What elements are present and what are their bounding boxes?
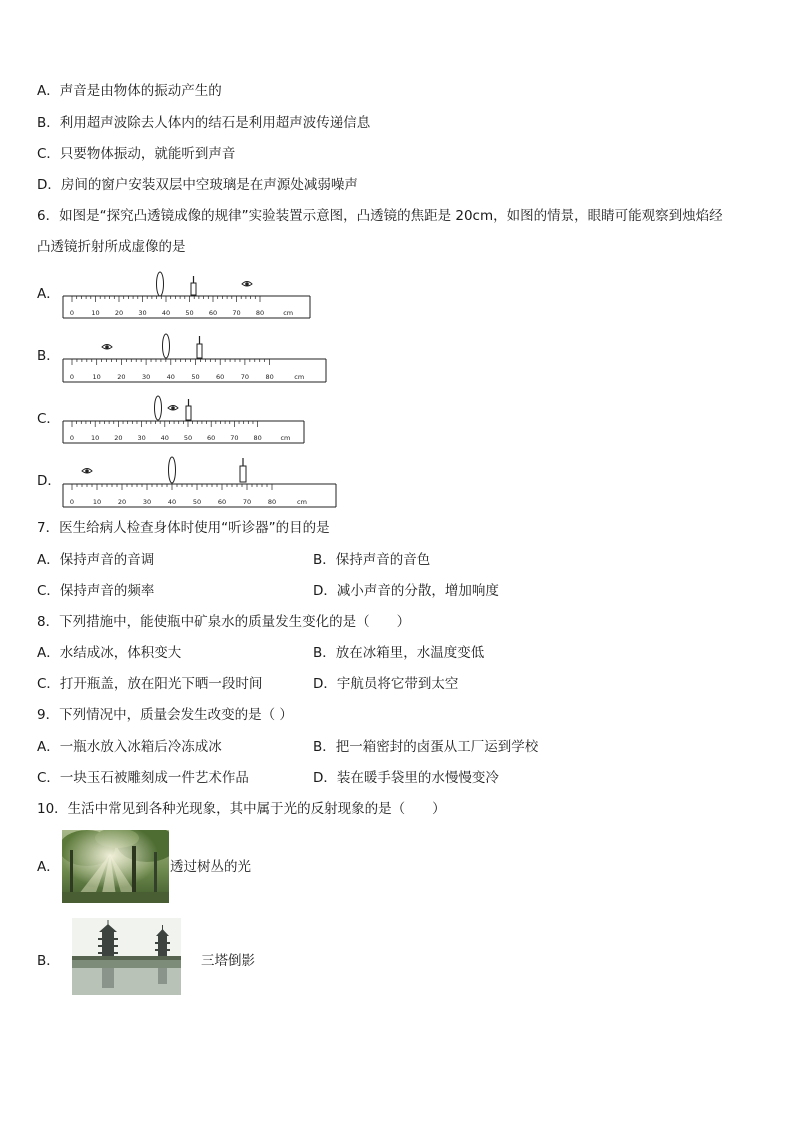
ruler-tick-label: 0	[69, 498, 75, 506]
ruler-tick-label: 70	[242, 498, 252, 506]
candle-icon	[240, 466, 246, 482]
q5-option-b: B．利用超声波除去人体内的结石是利用超声波传递信息	[37, 115, 371, 131]
q6-diagram-b	[62, 330, 328, 384]
q10-label-b: B．	[37, 953, 60, 969]
ruler-tick-label: 80	[267, 498, 277, 506]
q6-diagram-a	[62, 268, 312, 320]
q10-caption-a: 透过树丛的光	[170, 859, 251, 875]
q7-option-c: C．保持声音的频率	[37, 583, 155, 599]
eye-icon	[242, 282, 252, 287]
q6-diagram-d	[62, 454, 338, 510]
ruler-unit-label: cm	[280, 434, 291, 442]
ruler-tick-label: 20	[117, 373, 126, 381]
convex-lens-icon	[157, 272, 164, 296]
ruler-tick-label: 70	[240, 373, 250, 381]
q10-caption-b: 三塔倒影	[201, 953, 255, 969]
eye-icon	[82, 469, 92, 474]
ruler-tick-label: 60	[208, 309, 218, 317]
ruler-tick-label: 40	[161, 309, 171, 317]
ruler-tick-label: 60	[217, 498, 227, 506]
ruler-tick-label: 50	[185, 309, 194, 317]
candle-icon	[186, 406, 191, 420]
candle-icon	[191, 283, 196, 295]
q9-stem: 9．下列情况中，质量会发生改变的是（ ）	[37, 707, 293, 723]
q7-stem: 7．医生给病人检查身体时使用“听诊器”的目的是	[37, 520, 330, 536]
convex-lens-icon	[163, 334, 170, 358]
q8-option-b: B．放在冰箱里，水温度变低	[313, 645, 485, 661]
ruler-tick-label: 20	[114, 434, 123, 442]
ruler-tick-label: 30	[142, 498, 152, 506]
ruler-tick-label: 60	[207, 434, 216, 442]
eye-icon	[102, 345, 112, 350]
convex-lens-icon	[155, 396, 162, 420]
ruler-tick-label: 70	[232, 309, 241, 317]
ruler-tick-label: 40	[160, 434, 169, 442]
q8-option-a: A．水结成冰，体积变大	[37, 645, 182, 661]
ruler-tick-label: 10	[92, 498, 102, 506]
q8-option-c: C．打开瓶盖，放在阳光下晒一段时间	[37, 676, 263, 692]
q7-option-d: D．减小声音的分散，增加响度	[313, 583, 499, 599]
ruler-tick-label: 10	[91, 434, 100, 442]
q5-option-c: C．只要物体振动，就能听到声音	[37, 146, 236, 162]
ruler-tick-label: 50	[192, 498, 202, 506]
q6-label-a: A．	[37, 286, 60, 302]
ruler-tick-label: 40	[167, 498, 177, 506]
ruler-tick-label: 30	[141, 373, 151, 381]
ruler-tick-label: 20	[114, 309, 124, 317]
ruler-tick-label: 0	[69, 309, 75, 317]
q7-option-a: A．保持声音的音调	[37, 552, 155, 568]
eye-icon	[168, 406, 178, 411]
ruler-tick-label: 0	[69, 434, 75, 442]
ruler-tick-label: 30	[138, 309, 147, 317]
q6-stem-line2: 凸透镜折射所成虚像的是	[37, 239, 186, 255]
ruler-tick-label: 40	[166, 373, 175, 381]
candle-icon	[197, 344, 202, 358]
forest-light-photo	[62, 830, 169, 903]
q7-option-b: B．保持声音的音色	[313, 552, 431, 568]
ruler-tick-label: 50	[191, 373, 200, 381]
pagoda-reflection-photo	[72, 918, 181, 995]
q10-label-a: A．	[37, 859, 60, 875]
q9-option-a: A．一瓶水放入冰箱后冷冻成冰	[37, 739, 222, 755]
ruler-tick-label: 80	[265, 373, 274, 381]
ruler-tick-label: 80	[253, 434, 262, 442]
ruler-tick-label: 80	[255, 309, 265, 317]
convex-lens-icon	[169, 457, 176, 483]
q6-label-d: D．	[37, 473, 61, 489]
ruler-tick-label: 0	[69, 373, 75, 381]
ruler-tick-label: 20	[117, 498, 127, 506]
ruler-unit-label: cm	[294, 373, 305, 381]
ruler-tick-label: 10	[92, 373, 101, 381]
q6-diagram-c	[62, 394, 306, 446]
q5-option-a: A．声音是由物体的振动产生的	[37, 83, 222, 99]
ruler-unit-label: cm	[297, 498, 307, 506]
q9-option-b: B．把一箱密封的卤蛋从工厂运到学校	[313, 739, 539, 755]
q9-option-c: C．一块玉石被雕刻成一件艺术作品	[37, 770, 249, 786]
ruler-tick-label: 70	[230, 434, 239, 442]
ruler-unit-label: cm	[283, 309, 294, 317]
q6-stem-line1: 6．如图是“探究凸透镜成像的规律”实验装置示意图，凸透镜的焦距是 20cm，如图的情景，眼睛可能观察到烛焰经	[37, 208, 723, 224]
q9-option-d: D．装在暖手袋里的水慢慢变冷	[313, 770, 499, 786]
q8-stem: 8．下列措施中，能使瓶中矿泉水的质量发生变化的是（ ）	[37, 614, 411, 630]
q10-stem: 10．生活中常见到各种光现象，其中属于光的反射现象的是（ ）	[37, 801, 446, 817]
ruler-tick-label: 10	[91, 309, 100, 317]
ruler-tick-label: 60	[216, 373, 225, 381]
q6-label-c: C．	[37, 411, 60, 427]
q6-label-b: B．	[37, 348, 60, 364]
ruler-tick-label: 30	[137, 434, 146, 442]
q5-option-d: D．房间的窗户安装双层中空玻璃是在声源处减弱噪声	[37, 177, 358, 193]
ruler-tick-label: 50	[183, 434, 193, 442]
q8-option-d: D．宇航员将它带到太空	[313, 676, 459, 692]
